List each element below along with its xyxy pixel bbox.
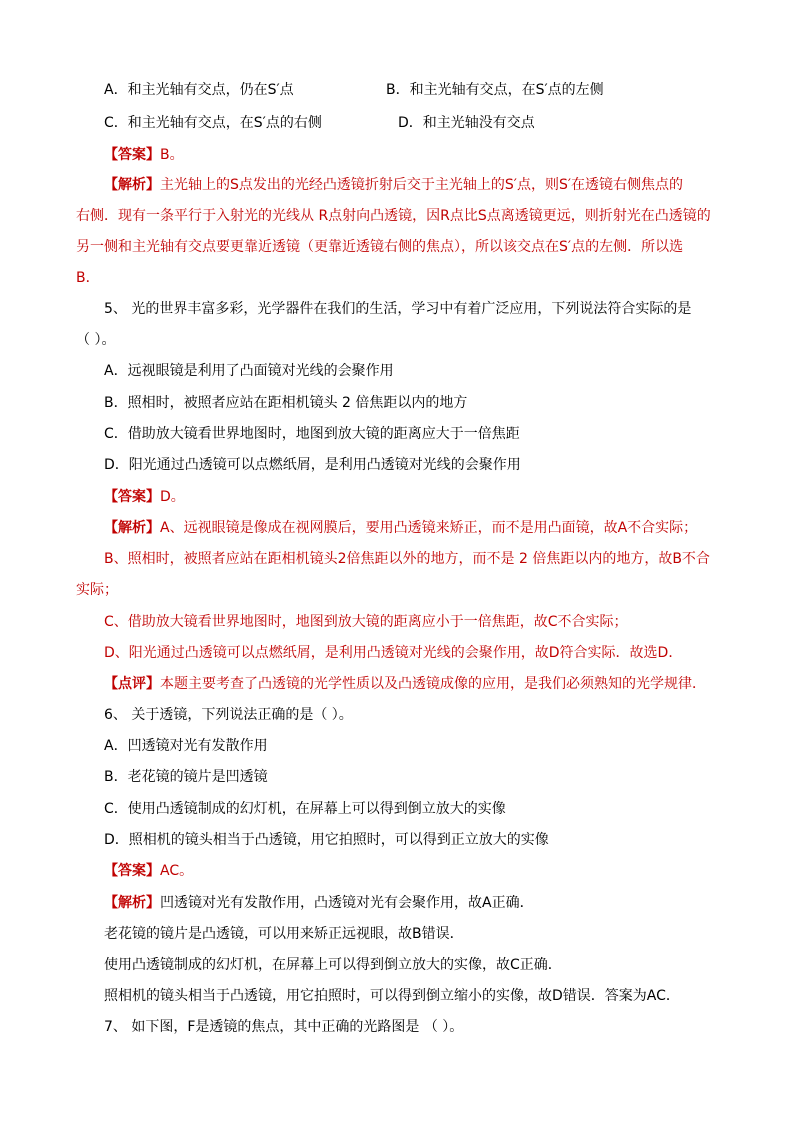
q4-option-d: D．和主光轴没有交点 [398, 115, 535, 131]
q4-answer [104, 145, 184, 165]
q5-stem-line-1: 5、 光的世界丰富多彩，光学器件在我们的生活，学习中有着广泛应用，下列说法符合实际的是 [104, 301, 692, 317]
q5-option-d: D．阳光通过凸透镜可以点燃纸屑，是利用凸透镜对光线的会聚作用 [104, 457, 521, 473]
q4-analysis-line-3: 另一侧和主光轴有交点要更靠近透镜（更靠近透镜右侧的焦点），所以该交点在S′点的左侧．所以选 [76, 239, 684, 255]
q6-analysis-line-2: 老花镜的镜片是凸透镜，可以用来矫正远视眼，故B错误． [104, 926, 464, 942]
q7-stem: 7、 如下图，F是透镜的焦点，其中正确的光路图是 （ ）。 [104, 1019, 464, 1035]
q5-analysis-b-line-2: 实际； [76, 582, 118, 598]
q5-option-a: A．远视眼镜是利用了凸面镜对光线的会聚作用 [104, 363, 394, 379]
comment-tag: 【点评】 [104, 676, 160, 692]
answer-tag: 【答案】 [104, 489, 160, 505]
q6-option-c: C．使用凸透镜制成的幻灯机，在屏幕上可以得到倒立放大的实像 [104, 801, 506, 817]
q4-analysis-line-2: 右侧．现有一条平行于入射光的光线从 R点射向凸透镜，因R点比S点离透镜更远，则折射光在凸透镜的 [76, 208, 711, 224]
q4-option-b: B．和主光轴有交点，在S′点的左侧 [386, 82, 604, 98]
q5-analysis-d: D、阳光通过凸透镜可以点燃纸屑，是利用凸透镜对光线的会聚作用，故D符合实际．故选D． [104, 645, 683, 661]
answer-value: AC。 [160, 863, 194, 879]
q5-stem-line-2: （ ）。 [76, 332, 116, 348]
q6-option-b: B．老花镜的镜片是凹透镜 [104, 769, 268, 785]
answer-tag: 【答案】 [104, 863, 160, 879]
q6-option-a: A．凹透镜对光有发散作用 [104, 738, 268, 754]
answer-value: D。 [160, 489, 185, 505]
analysis-tag: 【解析】 [104, 895, 160, 911]
q5-analysis-b-line-1: B、照相时，被照者应站在距相机镜头2倍焦距以外的地方，而不是 2 倍焦距以内的地方，故B不合 [104, 551, 710, 567]
q5-option-b: B．照相时，被照者应站在距相机镜头 2 倍焦距以内的地方 [104, 395, 468, 411]
q6-stem: 6、 关于透镜，下列说法正确的是（ ）。 [104, 707, 353, 723]
q6-analysis-line-1 [104, 893, 534, 913]
analysis-text: A、远视眼镜是像成在视网膜后，要用凸透镜来矫正，而不是用凸面镜，故A不合实际； [160, 520, 698, 536]
q5-analysis-a [104, 518, 697, 538]
q5-analysis-c: C、借助放大镜看世界地图时，地图到放大镜的距离应小于一倍焦距，故C不合实际； [104, 614, 628, 630]
comment-text: 本题主要考查了凸透镜的光学性质以及凸透镜成像的应用，是我们必须熟知的光学规律． [160, 676, 706, 692]
q6-analysis-line-4: 照相机的镜头相当于凸透镜，用它拍照时，可以得到倒立缩小的实像，故D错误．答案为AC． [104, 988, 680, 1004]
answer-tag: 【答案】 [104, 147, 160, 163]
q4-analysis-line-4: B． [76, 270, 100, 286]
analysis-text: 凹透镜对光有发散作用，凸透镜对光有会聚作用，故A正确． [160, 895, 534, 911]
analysis-tag: 【解析】 [104, 177, 160, 193]
answer-value: B。 [160, 147, 184, 163]
q5-answer [104, 487, 185, 507]
analysis-tag: 【解析】 [104, 520, 160, 536]
q5-option-c: C．借助放大镜看世界地图时，地图到放大镜的距离应大于一倍焦距 [104, 426, 520, 442]
q5-comment [104, 674, 706, 694]
q4-analysis-line-1 [104, 175, 683, 195]
q4-option-a: A．和主光轴有交点，仍在S′点 [104, 82, 294, 98]
analysis-text: 主光轴上的S点发出的光经凸透镜折射后交于主光轴上的S′点，则S′在透镜右侧焦点的 [160, 177, 684, 193]
q6-answer [104, 861, 193, 881]
q4-option-c: C．和主光轴有交点，在S′点的右侧 [104, 115, 322, 131]
q6-analysis-line-3: 使用凸透镜制成的幻灯机，在屏幕上可以得到倒立放大的实像，故C正确． [104, 957, 562, 973]
q6-option-d: D．照相机的镜头相当于凸透镜，用它拍照时，可以得到正立放大的实像 [104, 832, 549, 848]
